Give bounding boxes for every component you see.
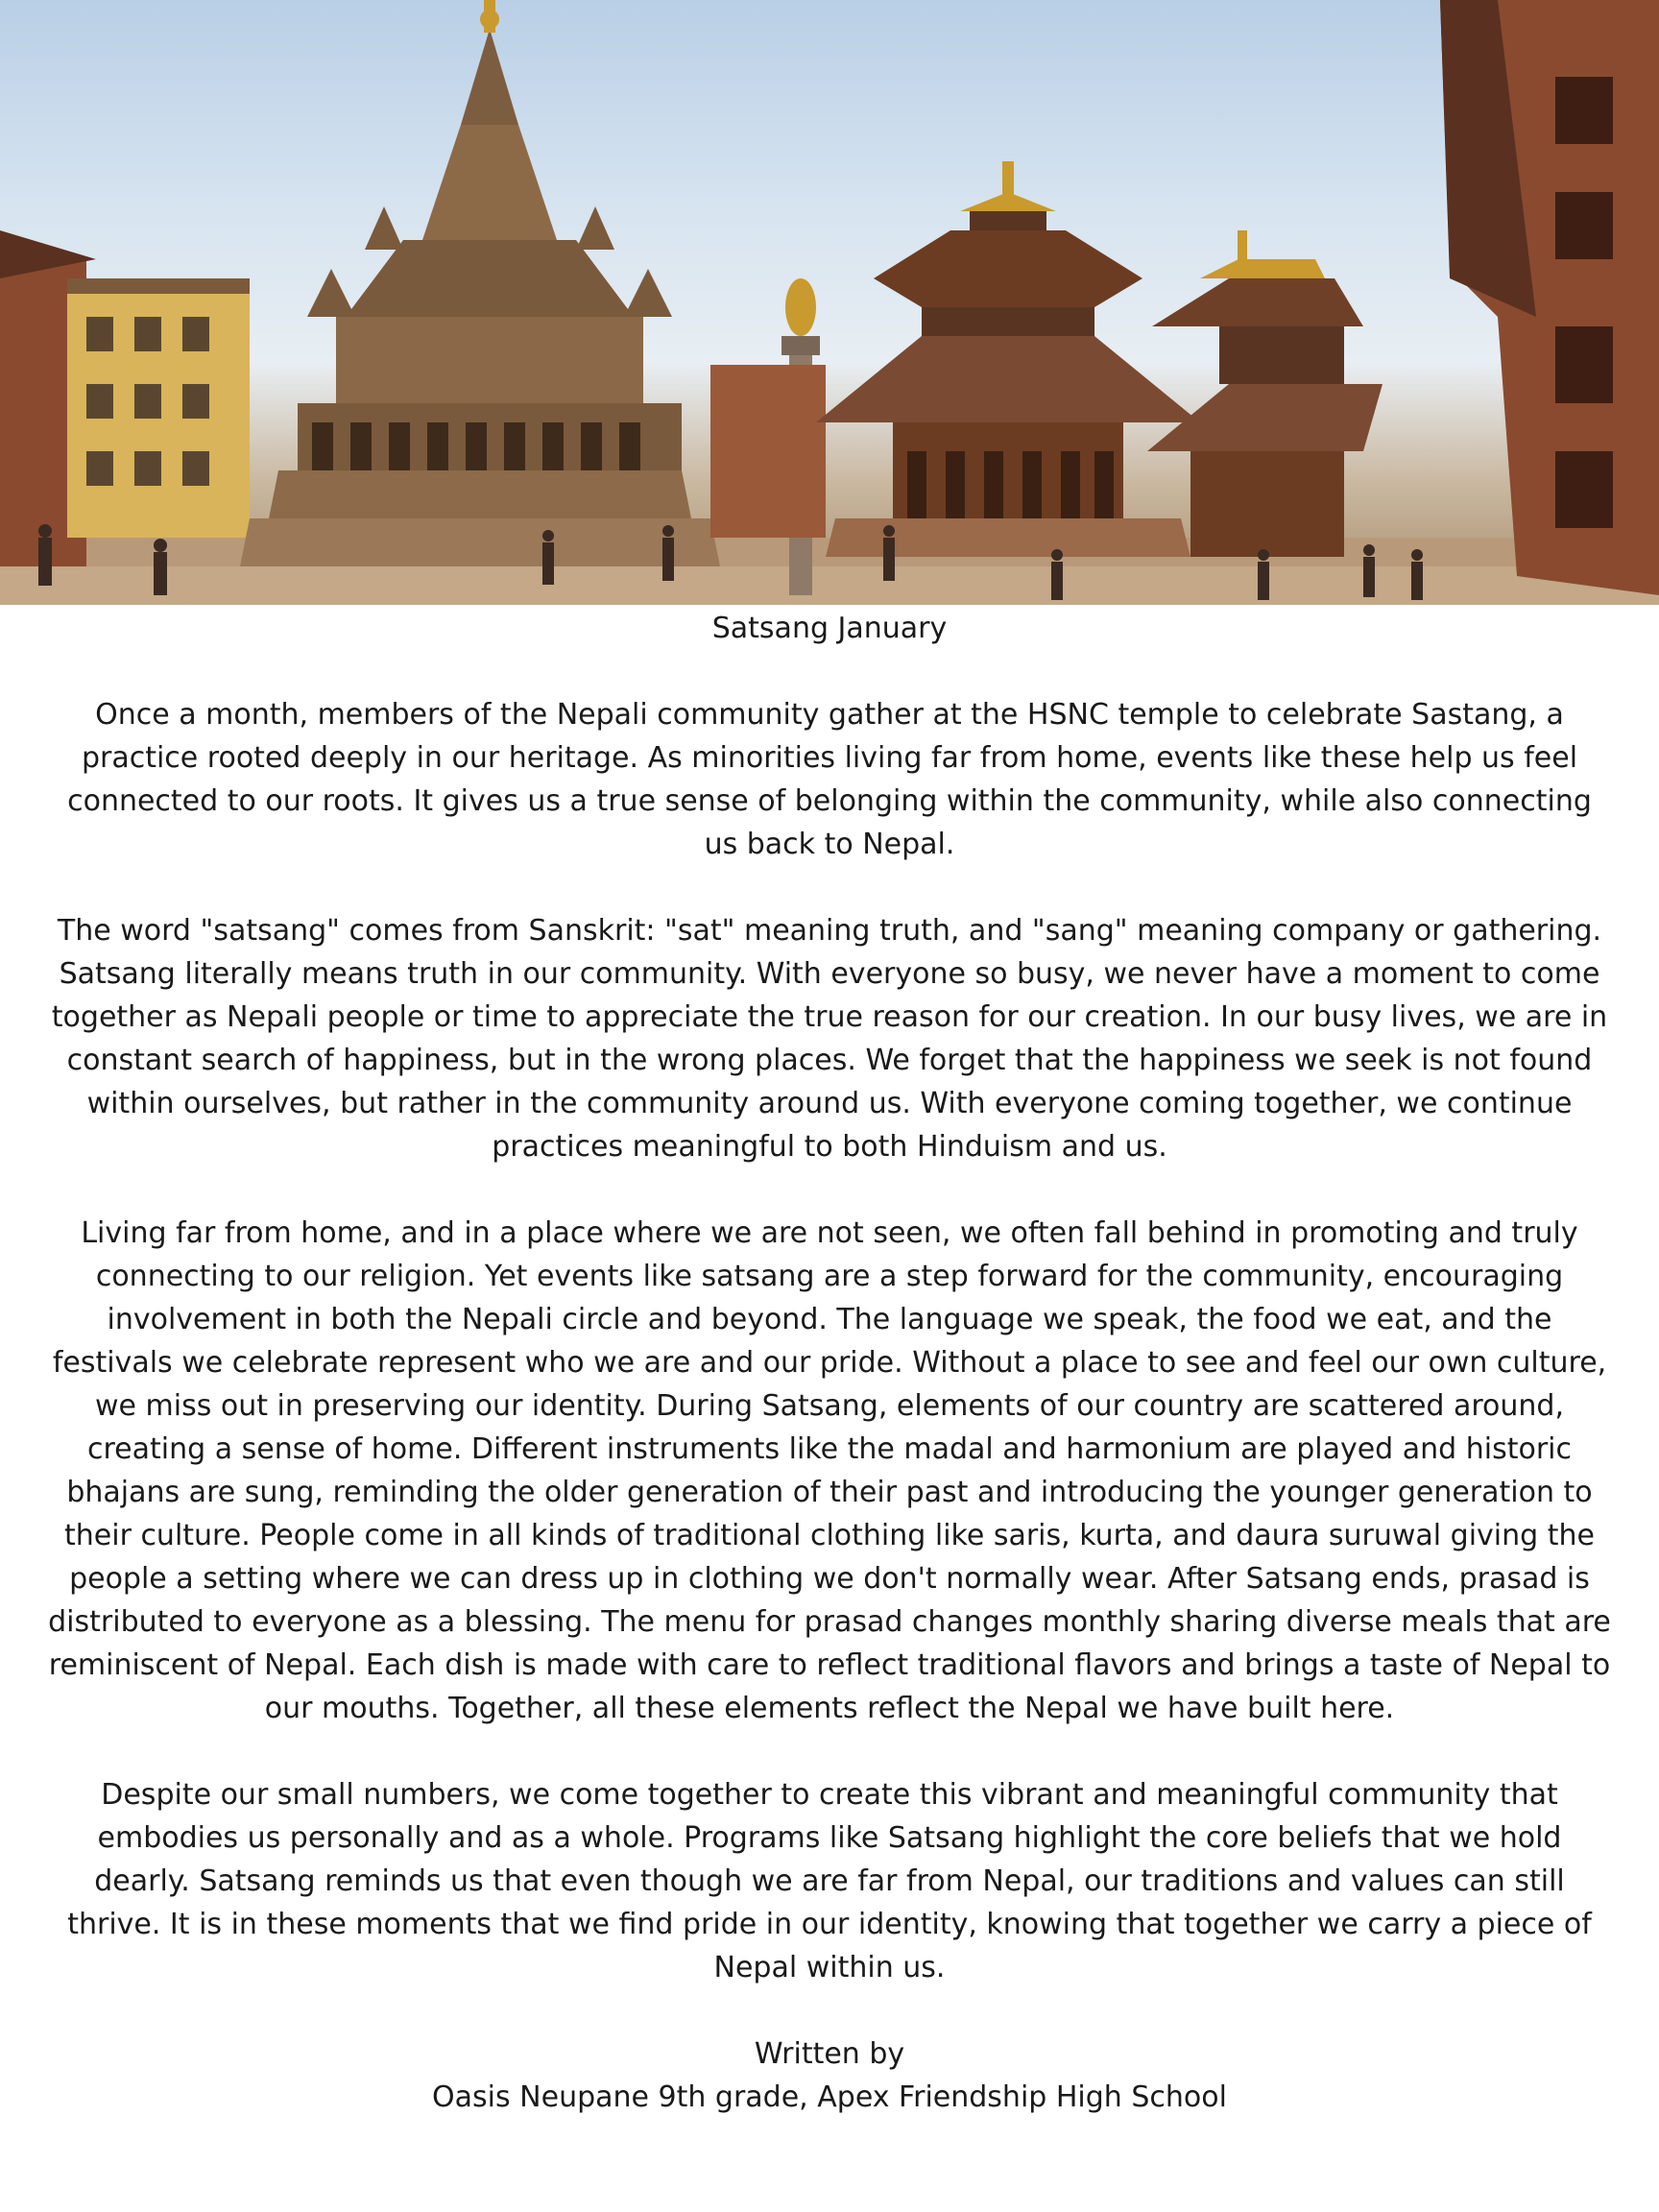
paragraph-1: Once a month, members of the Nepali community gather at the HSNC temple to celebrate Sastang, a practice rooted deeply in our heritage. As minorities living far from home, events like these help us feel connected to our roots. It gives us a true sense of belonging within the community, while also connecting us back to Nepal. [67, 698, 1592, 861]
byline [48, 2032, 1611, 2119]
article [48, 605, 1611, 2119]
paragraph-2: The word "satsang" comes from Sanskrit: "sat" meaning truth, and "sang" meaning company or gathering. Satsang literally means truth in our community. With everyone so busy, we never have a moment to come together as Nepali people or time to appreciate the true reason for our creation. In our busy lives, we are in constant search of happiness, but in the wrong places. We forget that the happiness we seek is not found within ourselves, but rather in the community around us. With everyone coming together, we continue practices meaningful to both Hinduism and us. [51, 914, 1608, 1164]
article-title: Satsang January [711, 612, 948, 645]
temple-square-illustration [0, 0, 1659, 605]
paragraph-4: Despite our small numbers, we come together to create this vibrant and meaningful community that embodies us personally and as a whole. Programs like Satsang highlight the core beliefs that we hold dearly. Satsang reminds us that even though we are far from Nepal, our traditions and values can still thrive. It is in these moments that we find pride in our identity, knowing that together we carry a piece of Nepal within us. [67, 1778, 1592, 1984]
hero-image [0, 0, 1659, 605]
paragraph-3: Living far from home, and in a place where we are not seen, we often fall behind in promoting and truly connecting to our religion. Yet events like satsang are a step forward for the community, encouraging involvement in both the Nepali circle and beyond. The language we speak, the food we eat, and the festivals we celebrate represent who we are and our pride. Without a place to see and feel our own culture, we miss out in preserving our identity. During Satsang, elements of our country are scattered around, creating a sense of home. Different instruments like the madal and harmonium are played and historic bhajans are sung, reminding the older generation of their past and introducing the younger generation to their culture. People come in all kinds of traditional clothing like saris, kurta, and daura suruwal giving the people a setting where we can dress up in clothing we don't normally wear. After Satsang ends, prasad is distributed to everyone as a blessing. The menu for prasad changes monthly sharing diverse meals that are reminiscent of Nepal. Each dish is made with care to reflect traditional flavors and brings a taste of Nepal to our mouths. Together, all these elements reflect the Nepal we have built here. [48, 1216, 1611, 1725]
byline-label: Written by [754, 2037, 905, 2071]
byline-author: Oasis Neupane 9th grade, Apex Friendship High School [432, 2080, 1227, 2114]
